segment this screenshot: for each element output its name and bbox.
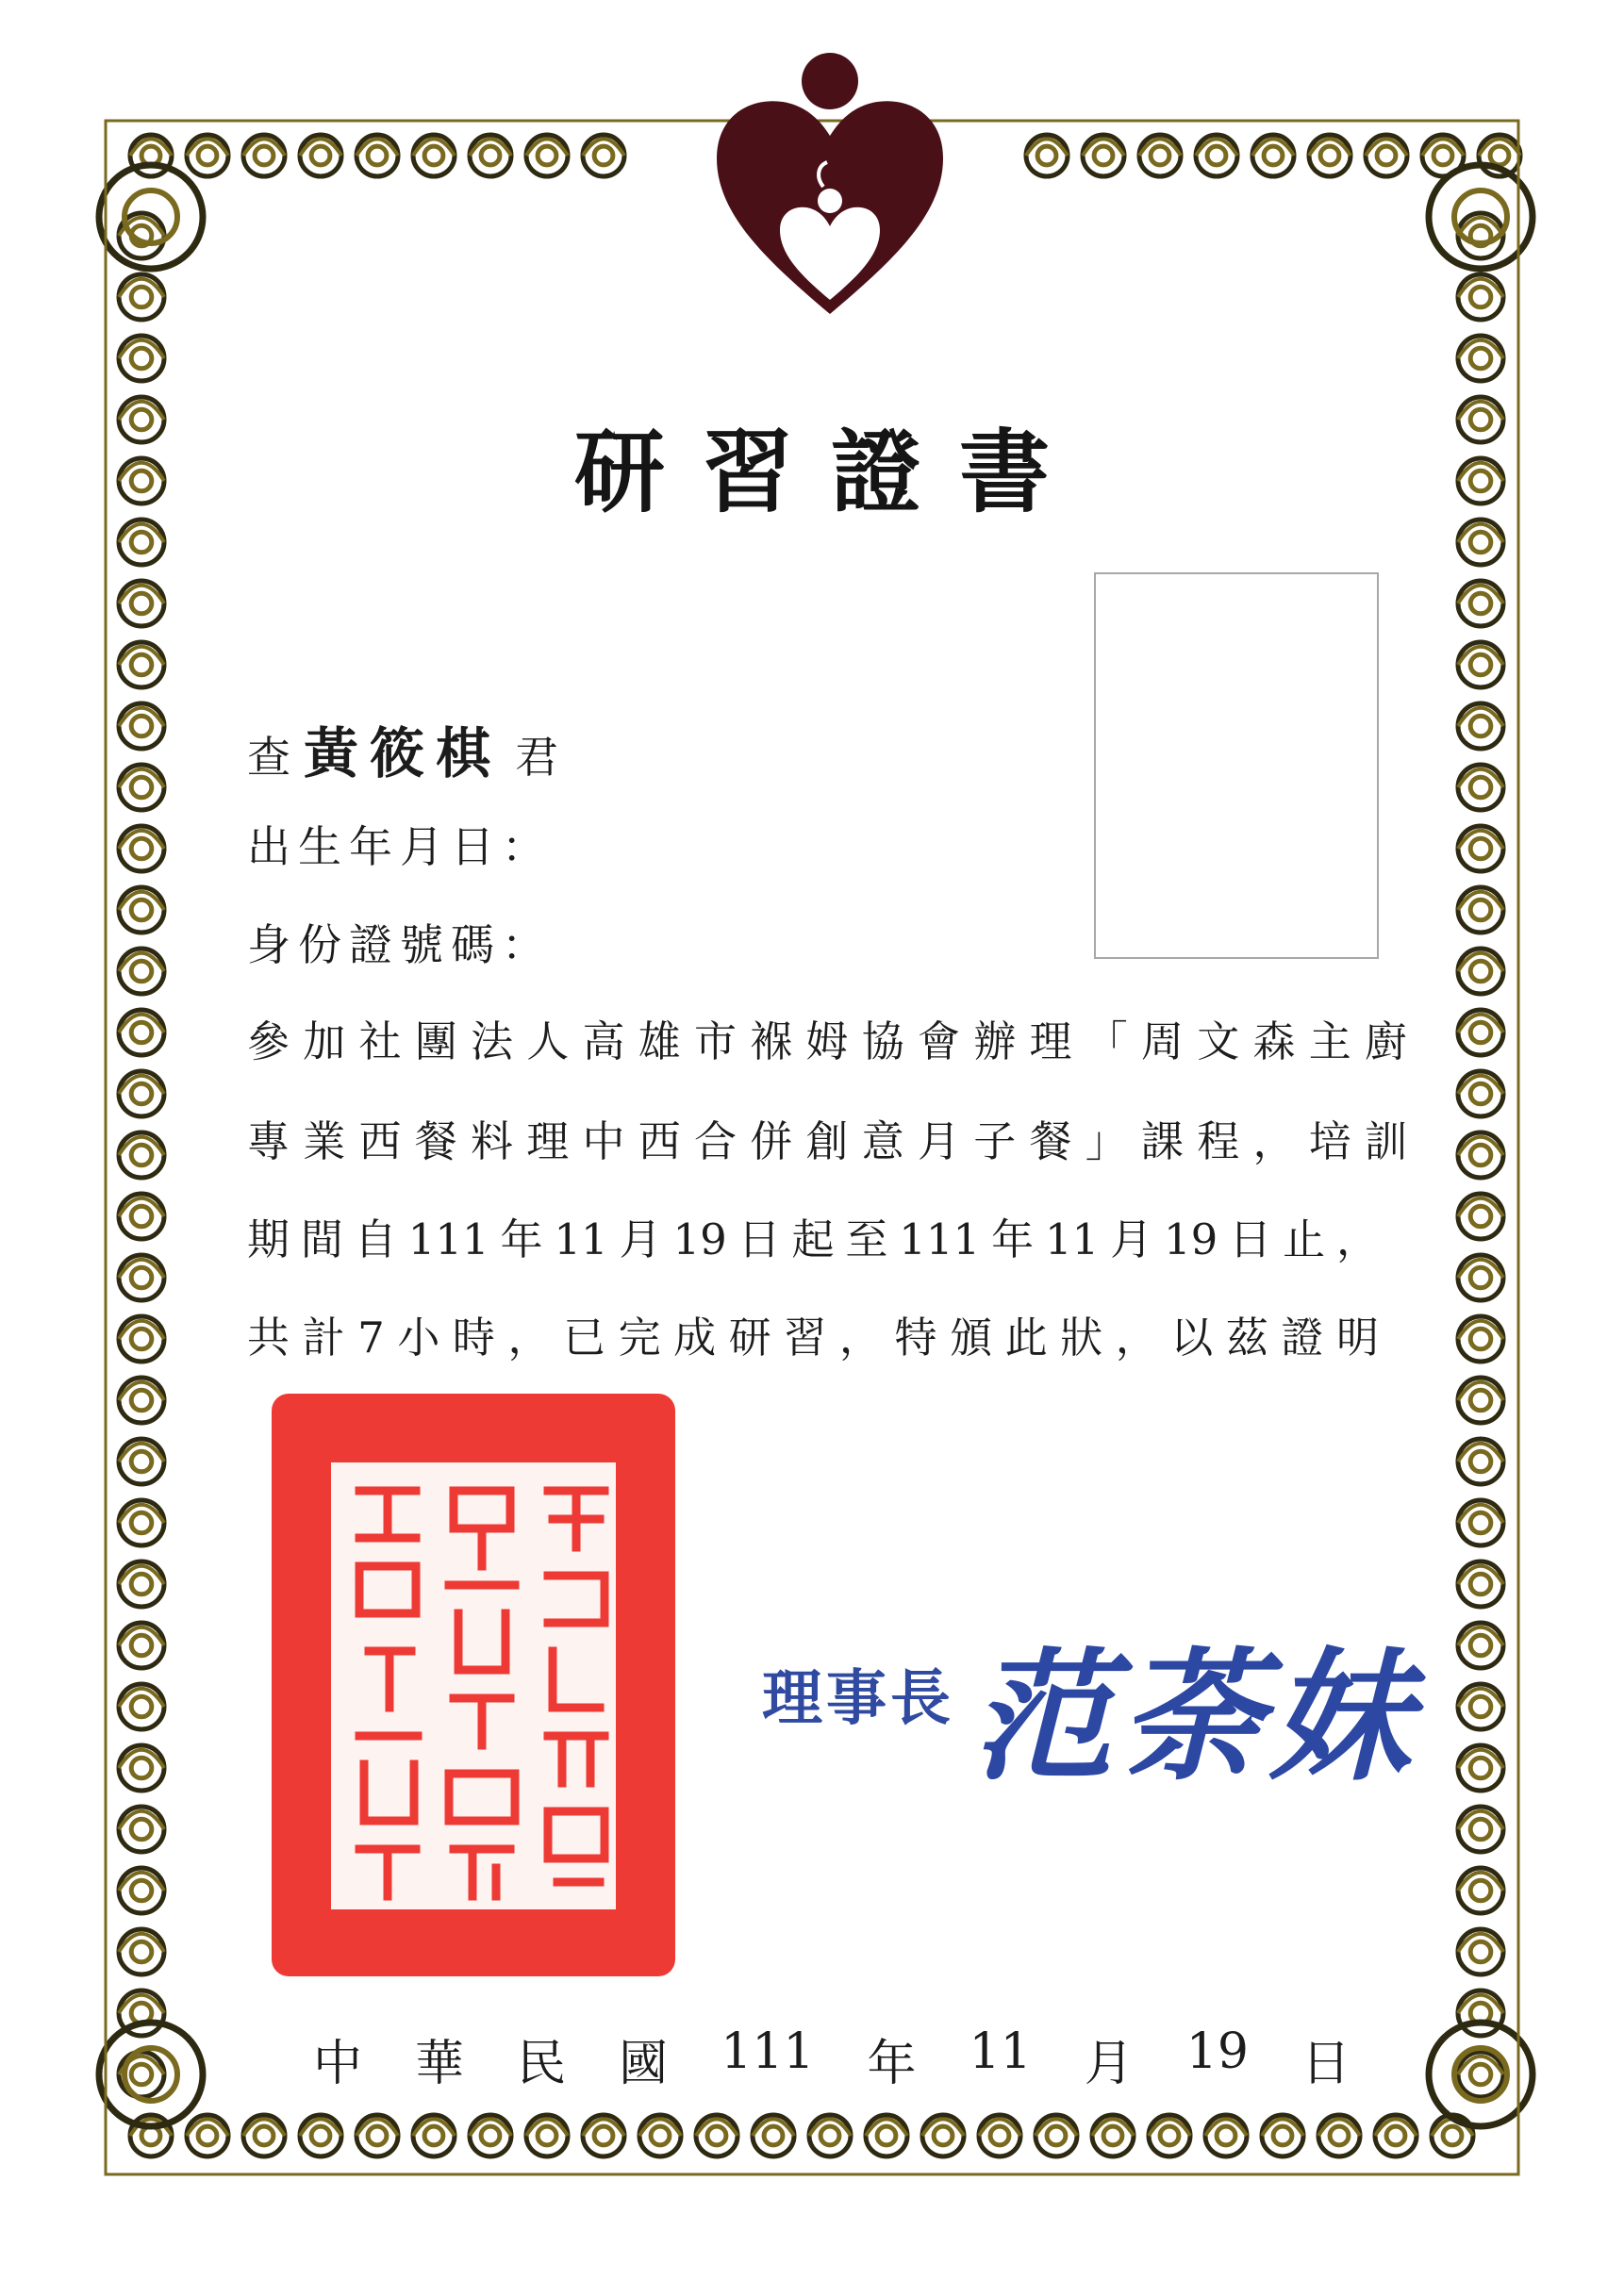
- border-ornament: [1273, 2126, 1292, 2145]
- border-ornament: [1458, 765, 1503, 810]
- border-ornament: [413, 135, 455, 176]
- border-ornament: [1470, 1574, 1491, 1594]
- border-ornament: [311, 2126, 330, 2145]
- border-ornament: [820, 2126, 839, 2145]
- border-ornament: [1458, 1132, 1503, 1178]
- certificate-title: 研習證書: [574, 420, 1087, 525]
- chairperson-label: 理事長: [762, 1663, 954, 1734]
- date-month-unit: 月: [1084, 2036, 1134, 2092]
- date-era-3: 民: [517, 2036, 567, 2092]
- border-ornament: [1366, 135, 1407, 176]
- border-ornament: [1458, 1745, 1503, 1791]
- border-ornament: [1470, 900, 1491, 920]
- border-ornament: [583, 2115, 624, 2156]
- border-ornament: [131, 2064, 152, 2085]
- border-ornament: [1490, 146, 1509, 165]
- border-ornament: [1458, 2052, 1503, 2097]
- border-ornament: [187, 2115, 228, 2156]
- border-ornament: [1470, 1758, 1491, 1778]
- border-ornament: [1149, 2115, 1190, 2156]
- border-ornament: [119, 765, 164, 810]
- border-ornament: [1470, 2064, 1491, 2085]
- body-line-1: 參加社團法人高雄市褓姆協會辦理「周文森主廚: [247, 1016, 1407, 1066]
- border-ornament: [1207, 146, 1226, 165]
- border-ornament: [1458, 1439, 1503, 1484]
- border-ornament: [300, 2115, 341, 2156]
- recipient-name: 黃筱棋: [304, 721, 503, 785]
- border-ornament: [526, 135, 568, 176]
- border-ornament: [1375, 2115, 1417, 2156]
- border-ornament: [1470, 777, 1491, 798]
- border-ornament: [1458, 1500, 1503, 1545]
- border-ornament: [1458, 274, 1503, 320]
- border-ornament: [1037, 146, 1056, 165]
- border-ornament: [1470, 1267, 1491, 1288]
- border-ornament: [1470, 1022, 1491, 1043]
- border-ornament: [1470, 1941, 1491, 1962]
- border-ornament: [119, 826, 164, 871]
- border-ornament: [1470, 593, 1491, 614]
- border-ornament: [707, 2126, 726, 2145]
- border-ornament: [1470, 716, 1491, 736]
- border-ornament: [119, 1745, 164, 1791]
- recipient-line: [247, 709, 564, 788]
- body-line-2: 專業西餐料理中西合併創意月子餐」課程，培訓: [247, 1116, 1407, 1166]
- border-ornament: [1458, 826, 1503, 871]
- border-ornament: [979, 2115, 1020, 2156]
- body-line-3: 期間自111年11月19日起至111年11月19日止，: [247, 1214, 1379, 1264]
- border-ornament: [526, 2115, 568, 2156]
- border-ornament: [311, 146, 330, 165]
- border-ornament: [1026, 135, 1068, 176]
- border-ornament: [119, 642, 164, 687]
- border-ornament: [481, 146, 500, 165]
- photo-placeholder: [1094, 572, 1379, 959]
- border-ornament: [131, 1574, 152, 1594]
- border-ornament: [198, 2126, 217, 2145]
- border-ornament: [1458, 887, 1503, 933]
- border-ornament: [1470, 1390, 1491, 1411]
- border-ornament: [131, 1758, 152, 1778]
- border-ornament: [119, 1316, 164, 1362]
- border-ornament: [119, 703, 164, 749]
- border-ornament: [1330, 2126, 1349, 2145]
- border-ornament: [1047, 2126, 1066, 2145]
- border-ornament: [255, 146, 273, 165]
- border-ornament: [877, 2126, 896, 2145]
- border-ornament: [594, 2126, 613, 2145]
- seal-inner-frame: [324, 1456, 622, 1916]
- border-ornament: [1036, 2115, 1077, 2156]
- date-year: 111: [721, 2023, 815, 2080]
- border-ornament: [119, 1623, 164, 1668]
- border-ornament: [1470, 1880, 1491, 1901]
- border-ornament: [131, 1635, 152, 1656]
- date-year-unit: 年: [867, 2036, 917, 2092]
- border-ornament: [131, 532, 152, 553]
- border-ornament: [131, 1941, 152, 1962]
- border-ornament: [119, 581, 164, 626]
- border-ornament: [1470, 961, 1491, 982]
- border-ornament: [119, 1684, 164, 1729]
- border-ornament: [1309, 135, 1351, 176]
- border-ornament: [198, 146, 217, 165]
- border-ornament: [413, 2115, 455, 2156]
- border-ornament: [1083, 135, 1124, 176]
- border-ornament: [187, 135, 228, 176]
- border-ornament: [119, 1194, 164, 1239]
- date-era-2: 華: [415, 2036, 465, 2092]
- border-ornament: [1470, 287, 1491, 307]
- border-ornament: [1470, 1696, 1491, 1717]
- border-ornament: [1470, 1635, 1491, 1656]
- border-ornament: [131, 900, 152, 920]
- border-ornament: [470, 2115, 511, 2156]
- border-ornament: [131, 593, 152, 614]
- border-ornament: [119, 887, 164, 933]
- border-ornament: [1458, 1807, 1503, 1852]
- border-ornament: [1217, 2126, 1235, 2145]
- border-ornament: [119, 336, 164, 381]
- recipient-prefix: 查: [247, 732, 296, 783]
- border-ornament: [1458, 1684, 1503, 1729]
- border-ornament: [119, 1071, 164, 1116]
- issue-date: [313, 2023, 1351, 2094]
- border-ornament: [368, 146, 387, 165]
- border-ornament: [1205, 2115, 1247, 2156]
- border-ornament: [1458, 1561, 1503, 1607]
- border-ornament: [119, 274, 164, 320]
- border-ornament: [1377, 146, 1396, 165]
- border-ornament: [119, 1255, 164, 1300]
- border-ornament: [1458, 336, 1503, 381]
- border-ornament: [424, 2126, 443, 2145]
- border-ornament: [1103, 2126, 1122, 2145]
- border-ornament: [481, 2126, 500, 2145]
- heart-mother-child-icon: [712, 45, 948, 328]
- border-ornament: [1092, 2115, 1134, 2156]
- border-ornament: [764, 2126, 783, 2145]
- border-ornament: [1470, 1329, 1491, 1349]
- border-ornament: [1458, 1990, 1503, 2036]
- border-ornament: [990, 2126, 1009, 2145]
- border-ornament: [1458, 642, 1503, 687]
- border-ornament: [1458, 1255, 1503, 1300]
- border-ornament: [131, 1022, 152, 1043]
- border-ornament: [1458, 1378, 1503, 1423]
- border-ornament: [131, 348, 152, 369]
- seal-script-mark: [331, 1462, 629, 1923]
- border-ornament: [131, 1819, 152, 1840]
- body-line-4: 共計7小時，已完成研習，特頒此狀，以茲證明: [247, 1313, 1379, 1363]
- border-ornament: [119, 1500, 164, 1545]
- border-ornament: [1443, 2126, 1462, 2145]
- border-ornament: [1458, 1316, 1503, 1362]
- border-ornament: [131, 1329, 152, 1349]
- border-ornament: [131, 1145, 152, 1165]
- border-ornament: [1458, 1010, 1503, 1055]
- border-ornament: [1470, 1451, 1491, 1472]
- border-ornament: [1458, 581, 1503, 626]
- border-ornament: [1458, 1868, 1503, 1913]
- border-ornament: [1470, 838, 1491, 859]
- border-ornament: [119, 1868, 164, 1913]
- border-ornament: [131, 1696, 152, 1717]
- border-ornament: [651, 2126, 670, 2145]
- border-ornament: [131, 1206, 152, 1227]
- border-ornament: [639, 2115, 681, 2156]
- border-ornament: [1458, 1194, 1503, 1239]
- border-ornament: [1470, 1083, 1491, 1104]
- border-ornament: [583, 135, 624, 176]
- border-ornament: [1470, 348, 1491, 369]
- border-ornament: [753, 2115, 794, 2156]
- border-ornament: [131, 777, 152, 798]
- recipient-suffix: 君: [515, 732, 565, 783]
- border-ornament: [809, 2115, 851, 2156]
- border-ornament: [368, 2126, 387, 2145]
- border-ornament: [538, 2126, 556, 2145]
- border-ornament: [119, 1439, 164, 1484]
- date-month: 11: [969, 2023, 1032, 2080]
- border-ornament: [1458, 1929, 1503, 1974]
- border-ornament: [1470, 654, 1491, 675]
- border-ornament: [131, 1390, 152, 1411]
- border-ornament: [1458, 949, 1503, 994]
- border-ornament: [356, 2115, 398, 2156]
- border-ornament: [1160, 2126, 1179, 2145]
- border-ornament: [1262, 2115, 1303, 2156]
- border-ornament: [356, 135, 398, 176]
- border-ornament: [696, 2115, 737, 2156]
- border-ornament: [1264, 146, 1283, 165]
- border-ornament: [1470, 1512, 1491, 1533]
- border-ornament: [119, 1929, 164, 1974]
- border-ornament: [1470, 532, 1491, 553]
- border-ornament: [1470, 1145, 1491, 1165]
- border-ornament: [1470, 1206, 1491, 1227]
- border-ornament: [1318, 2115, 1360, 2156]
- border-ornament: [119, 1561, 164, 1607]
- border-ornament: [1252, 135, 1294, 176]
- border-ornament: [1458, 703, 1503, 749]
- border-ornament: [255, 2126, 273, 2145]
- border-ornament: [119, 949, 164, 994]
- border-ornament: [243, 135, 285, 176]
- border-ornament: [131, 654, 152, 675]
- border-ornament: [119, 1010, 164, 1055]
- border-ornament: [538, 146, 556, 165]
- chairperson-signature: 范荼妹: [971, 1634, 1419, 1800]
- border-ornament: [131, 1451, 152, 1472]
- date-era-4: 國: [619, 2036, 669, 2092]
- border-ornament: [1320, 146, 1339, 165]
- border-ornament: [866, 2115, 907, 2156]
- border-ornament: [131, 287, 152, 307]
- border-ornament: [1151, 146, 1169, 165]
- border-ornament: [934, 2126, 953, 2145]
- border-ornament: [1433, 146, 1452, 165]
- border-ornament: [131, 838, 152, 859]
- birth-date-label: 出生年月日：: [247, 821, 553, 872]
- border-ornament: [119, 1132, 164, 1178]
- border-ornament: [1458, 1071, 1503, 1116]
- border-ornament: [300, 135, 341, 176]
- border-ornament: [131, 1083, 152, 1104]
- border-ornament: [424, 146, 443, 165]
- border-ornament: [1139, 135, 1181, 176]
- border-ornament: [922, 2115, 964, 2156]
- border-ornament: [1470, 1819, 1491, 1840]
- official-seal: [272, 1394, 675, 1976]
- border-ornament: [243, 2115, 285, 2156]
- border-ornament: [1094, 146, 1113, 165]
- border-ornament: [594, 146, 613, 165]
- border-ornament: [1386, 2126, 1405, 2145]
- border-ornament: [131, 716, 152, 736]
- border-ornament: [470, 135, 511, 176]
- border-ornament: [119, 1378, 164, 1423]
- border-ornament: [131, 961, 152, 982]
- date-day-unit: 日: [1301, 2036, 1351, 2092]
- border-ornament: [1458, 1623, 1503, 1668]
- border-ornament: [131, 1512, 152, 1533]
- border-ornament: [131, 1880, 152, 1901]
- date-era-1: 中: [313, 2036, 363, 2092]
- border-ornament: [131, 1267, 152, 1288]
- id-number-label: 身份證號碼：: [247, 919, 553, 970]
- border-ornament: [119, 1807, 164, 1852]
- date-day: 19: [1185, 2023, 1249, 2080]
- border-ornament: [1196, 135, 1237, 176]
